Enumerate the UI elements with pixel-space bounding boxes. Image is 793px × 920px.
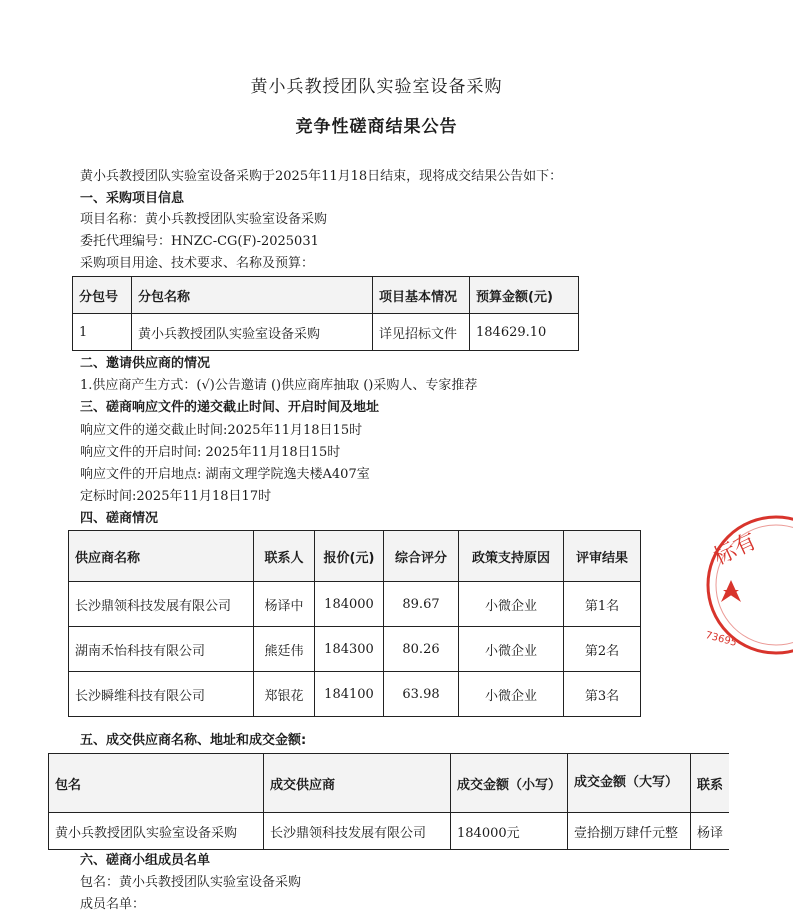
table-header: 分包名称 (132, 277, 373, 314)
bids-table (68, 530, 641, 717)
table-header: 预算金额(元) (470, 277, 579, 314)
table-cell: 黄小兵教授团队实验室设备采购 (132, 314, 373, 351)
seal-digits: 73695 (704, 630, 738, 649)
section5-heading: 五、成交供应商名称、地址和成交金额: (80, 733, 307, 748)
table-row (69, 582, 641, 627)
section4-heading: 四、磋商情况 (80, 511, 159, 526)
table-cell: 小微企业 (459, 672, 564, 717)
table-row (69, 672, 641, 717)
table-cell: 89.67 (384, 582, 459, 627)
table-cell: 第2名 (564, 627, 641, 672)
budget-caption: 采购项目用途、技术要求、名称及预算： (80, 256, 315, 271)
table-cell: 184629.10 (470, 314, 579, 351)
agency-code: 委托代理编号：HNZC-CG(F)-2025031 (80, 234, 319, 249)
table-cell: 小微企业 (459, 582, 564, 627)
table-header: 包名 (49, 754, 264, 813)
table-cell: 长沙鼎领科技发展有限公司 (69, 582, 254, 627)
table-cell: 黄小兵教授团队实验室设备采购 (49, 813, 264, 850)
section1-heading: 一、采购项目信息 (80, 191, 185, 206)
official-seal-icon (701, 510, 793, 660)
table-cell: 详见招标文件 (373, 314, 470, 351)
open-time: 响应文件的开启时间: 2025年11月18日15时 (80, 445, 341, 460)
table-cell: 63.98 (384, 672, 459, 717)
supplier-method: 1.供应商产生方式：(√)公告邀请 ()供应商库抽取 ()采购人、专家推荐 (80, 378, 478, 393)
document-subtitle: 竞争性磋商结果公告 (295, 117, 458, 137)
table-cell: 第3名 (564, 672, 641, 717)
table-header: 成交金额（大写） (568, 754, 691, 813)
table-cell: 杨译 (691, 813, 730, 850)
table-row (49, 813, 730, 850)
deadline-time: 响应文件的递交截止时间:2025年11月18日15时 (80, 423, 363, 438)
section6-heading: 六、磋商小组成员名单 (80, 853, 211, 868)
table-cell: 小微企业 (459, 627, 564, 672)
table-cell: 184000元 (451, 813, 568, 850)
seal-text: 标有 (710, 529, 761, 571)
project-name: 项目名称：黄小兵教授团队实验室设备采购 (80, 212, 328, 227)
budget-table (72, 276, 579, 351)
table-header-row (73, 277, 579, 314)
table-cell: 184100 (315, 672, 384, 717)
table-cell: 第1名 (564, 582, 641, 627)
table-cell: 壹拾捌万肆仟元整 (568, 813, 691, 850)
section3-heading: 三、磋商响应文件的递交截止时间、开启时间及地址 (80, 400, 380, 415)
table-cell: 长沙鼎领科技发展有限公司 (264, 813, 451, 850)
committee-members: 成员名单： (80, 897, 146, 912)
table-header: 供应商名称 (69, 531, 254, 582)
award-table (48, 753, 729, 850)
table-cell: 熊廷伟 (254, 627, 315, 672)
table-cell: 杨译中 (254, 582, 315, 627)
table-header: 联系 (691, 754, 730, 813)
table-header: 报价(元) (315, 531, 384, 582)
table-header: 联系人 (254, 531, 315, 582)
table-row (69, 627, 641, 672)
award-time: 定标时间:2025年11月18日17时 (80, 489, 272, 504)
committee-package: 包名：黄小兵教授团队实验室设备采购 (80, 875, 302, 890)
document-title: 黄小兵教授团队实验室设备采购 (250, 77, 503, 97)
table-header: 项目基本情况 (373, 277, 470, 314)
table-cell: 184300 (315, 627, 384, 672)
table-row (73, 314, 579, 351)
table-cell: 长沙瞬维科技有限公司 (69, 672, 254, 717)
table-header-row (49, 754, 730, 813)
intro-text: 黄小兵教授团队实验室设备采购于2025年11月18日结束，现将成交结果公告如下： (80, 169, 563, 184)
table-header: 政策支持原因 (459, 531, 564, 582)
table-cell: 80.26 (384, 627, 459, 672)
table-header: 评审结果 (564, 531, 641, 582)
table-header: 成交供应商 (264, 754, 451, 813)
table-cell: 湖南禾怡科技有限公司 (69, 627, 254, 672)
table-header: 综合评分 (384, 531, 459, 582)
table-cell: 1 (73, 314, 132, 351)
table-cell: 郑银花 (254, 672, 315, 717)
table-header-row (69, 531, 641, 582)
table-header: 成交金额（小写） (451, 754, 568, 813)
table-cell: 184000 (315, 582, 384, 627)
table-header: 分包号 (73, 277, 132, 314)
open-place: 响应文件的开启地点: 湖南文理学院逸夫楼A407室 (80, 467, 370, 482)
section2-heading: 二、邀请供应商的情况 (80, 356, 211, 371)
